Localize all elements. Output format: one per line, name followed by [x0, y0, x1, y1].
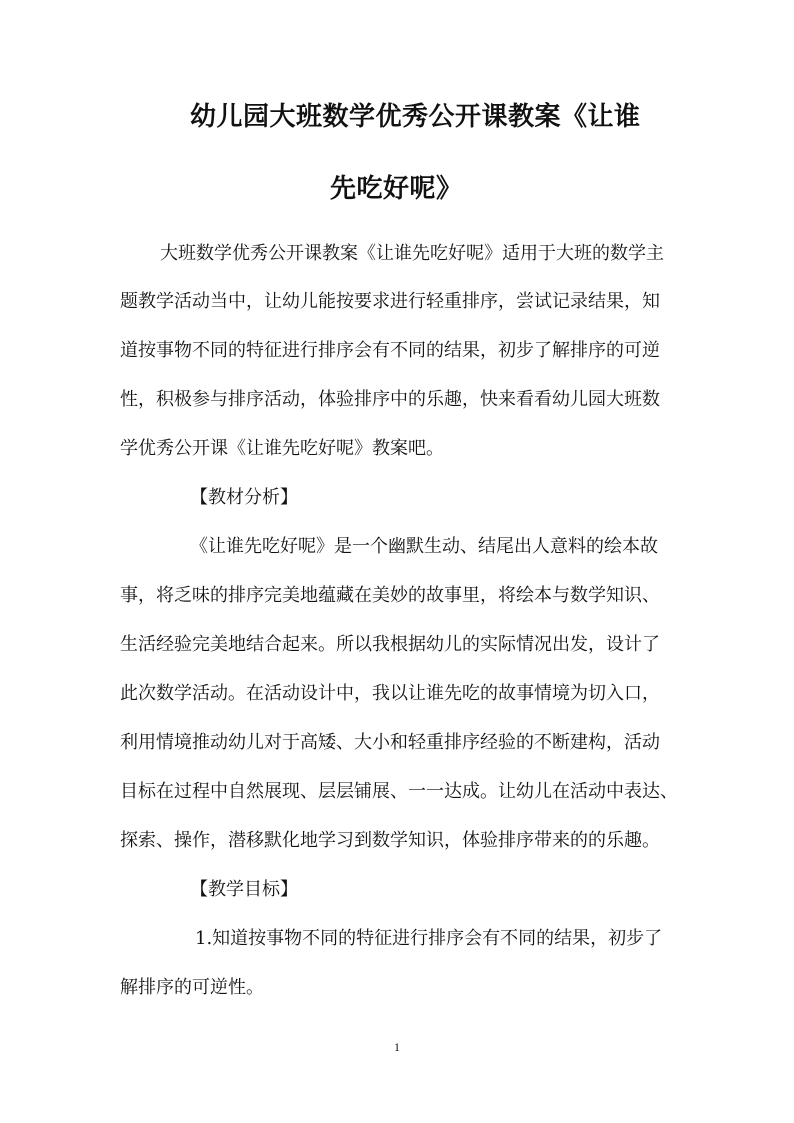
paragraph-line: 此次数学活动。在活动设计中，我以让谁先吃的故事情境为切入口，: [120, 683, 660, 704]
paragraph-line: 大班数学优秀公开课教案《让谁先吃好呢》适用于大班的数学主: [160, 243, 664, 264]
paragraph-line: 解排序的可逆性。: [120, 977, 264, 998]
paragraph-line: 目标在过程中自然展现、层层铺展、一一达成。让幼儿在活动中表达、: [120, 781, 678, 802]
paragraph-line: 学优秀公开课《让谁先吃好呢》教案吧。: [120, 438, 444, 459]
section-heading: 【教学目标】: [190, 879, 298, 900]
paragraph-line: 生活经验完美地结合起来。所以我根据幼儿的实际情况出发，设计了: [120, 634, 660, 655]
section-heading: 【教材分析】: [190, 487, 298, 508]
paragraph-line: 题教学活动当中，让幼儿能按要求进行轻重排序，尝试记录结果，知: [120, 291, 660, 312]
paragraph-line: 道按事物不同的特征进行排序会有不同的结果，初步了解排序的可逆: [120, 340, 660, 361]
document-title-line-1: 幼儿园大班数学优秀公开课教案《让谁: [190, 102, 641, 132]
paragraph-line: 性，积极参与排序活动，体验排序中的乐趣，快来看看幼儿园大班数: [120, 389, 660, 410]
page-number: 1: [394, 1040, 400, 1054]
paragraph-line: 1.知道按事物不同的特征进行排序会有不同的结果，初步了: [195, 928, 663, 949]
document-title-line-2: 先吃好呢》: [330, 174, 463, 204]
paragraph-line: 事，将乏味的排序完美地蕴藏在美妙的故事里，将绘本与数学知识、: [120, 585, 660, 606]
paragraph-line: 探索、操作，潜移默化地学习到数学知识，体验排序带来的的乐趣。: [120, 830, 660, 851]
paragraph-line: 《让谁先吃好呢》是一个幽默生动、结尾出人意料的绘本故: [190, 536, 658, 557]
paragraph-line: 利用情境推动幼儿对于高矮、大小和轻重排序经验的不断建构，活动: [120, 732, 660, 753]
